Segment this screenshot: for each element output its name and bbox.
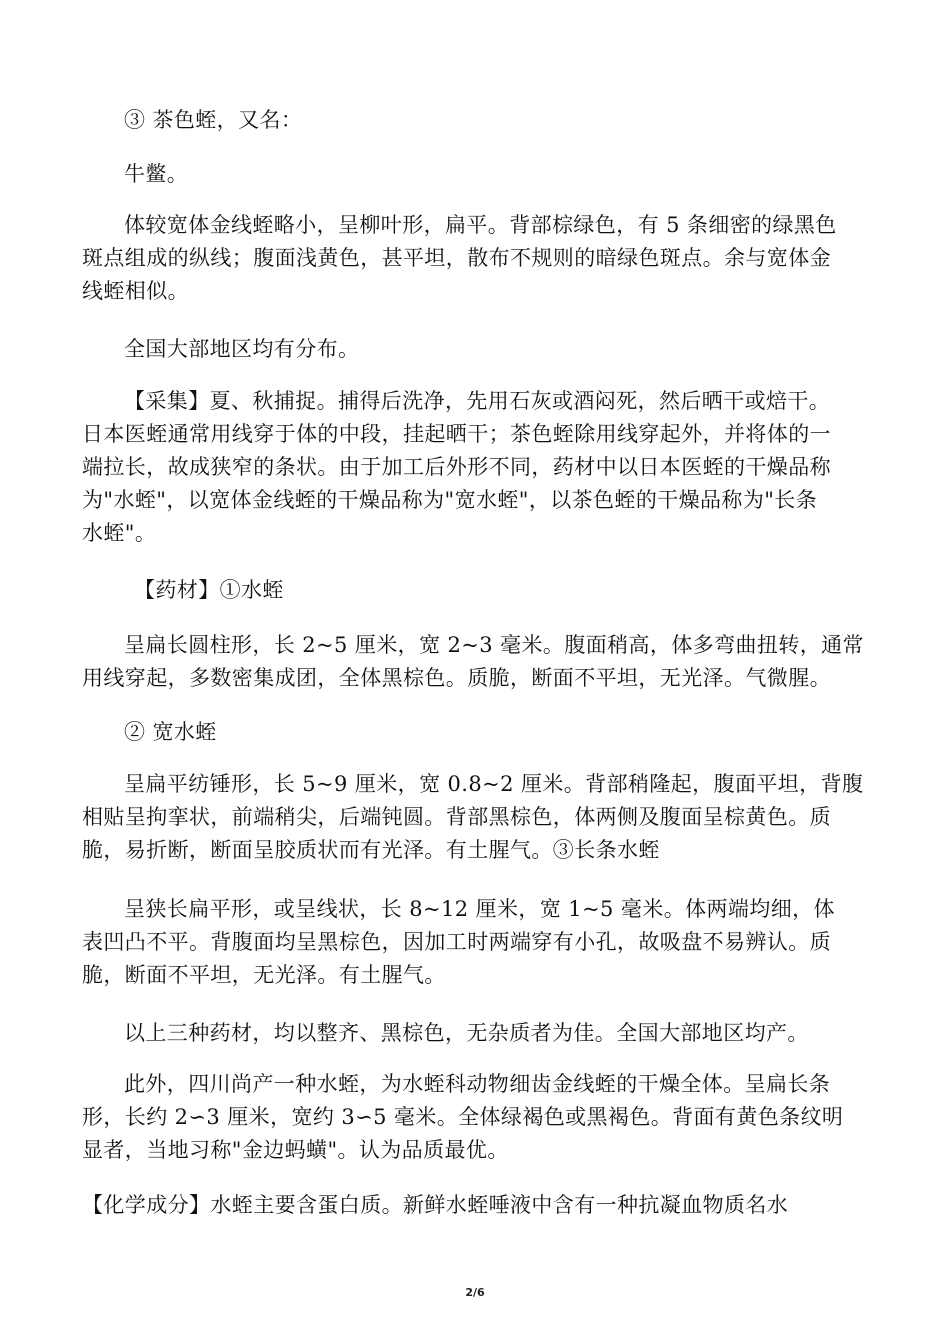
text-line: 相贴呈拘挛状，前端稍尖，后端钝圆。背部黑棕色，体两侧及腹面呈棕黄色。质: [82, 805, 831, 829]
paragraph-medicinal-material-heading: [82, 574, 872, 607]
text-line: 线蛭相似。: [82, 279, 189, 303]
text-line: 形，长约 2∽3 厘米，宽约 3∽5 毫米。全体绿褐色或黑褐色。背面有黄色条纹明: [82, 1105, 844, 1129]
text-line: ③ 茶色蛭，又名：: [124, 108, 303, 132]
paragraph-description: [82, 209, 872, 308]
text-line: 脆，断面不平坦，无光泽。有土腥气。: [82, 963, 446, 987]
text-line: 为"水蛭"，以宽体金线蛭的干燥品称为"宽水蛭"，以茶色蛭的干燥品称为"长条: [82, 488, 818, 512]
text-line: 牛鳖。: [124, 162, 189, 186]
text-line: 显者，当地习称"金边蚂蟥"。认为品质最优。: [82, 1138, 509, 1162]
text-line: 脆，易折断，断面呈胶质状而有光泽。有土腥气。③长条水蛭: [82, 838, 660, 862]
paragraph-quality: [82, 1017, 872, 1050]
paragraph-distribution: [82, 333, 872, 366]
text-line: 呈扁平纺锤形，长 5~9 厘米，宽 0.8~2 厘米。背部稍隆起，腹面平坦，背腹: [124, 772, 864, 796]
text-line: 全国大部地区均有分布。: [124, 337, 360, 361]
text-line: 呈扁长圆柱形，长 2~5 厘米，宽 2~3 毫米。腹面稍高，体多弯曲扭转，通常: [124, 633, 864, 657]
text-line: 【药材】①水蛭: [134, 578, 284, 602]
text-line: 【化学成分】水蛭主要含蛋白质。新鲜水蛭唾液中含有一种抗凝血物质名水: [82, 1193, 789, 1217]
text-line: 表凹凸不平。背腹面均呈黑棕色，因加工时两端穿有小孔，故吸盘不易辨认。质: [82, 930, 831, 954]
text-line: 此外，四川尚产一种水蛭，为水蛭科动物细齿金线蛭的干燥全体。呈扁长条: [124, 1072, 831, 1096]
text-line: ② 宽水蛭: [124, 720, 217, 744]
paragraph-changtiao-shuizhi: [82, 893, 872, 992]
text-line: 呈狭长扁平形，或呈线状，长 8~12 厘米，宽 1~5 毫米。体两端均细，体: [124, 897, 835, 921]
text-line: 【采集】夏、秋捕捉。捕得后洗净，先用石灰或酒闷死，然后晒干或焙干。: [124, 389, 831, 413]
text-line: 端拉长，故成狭窄的条状。由于加工后外形不同，药材中以日本医蛭的干燥品称: [82, 455, 831, 479]
paragraph-collection: [82, 385, 872, 550]
paragraph-kuan-shuizhi: [82, 768, 872, 867]
text-line: 日本医蛭通常用线穿于体的中段，挂起晒干；茶色蛭除用线穿起外，并将体的一: [82, 422, 831, 446]
paragraph-kuan-shuizhi-heading: [82, 716, 872, 749]
paragraph-chase-leech-name: [82, 104, 872, 137]
text-line: 体较宽体金线蛭略小，呈柳叶形，扁平。背部棕绿色，有 5 条细密的绿黑色: [124, 213, 837, 237]
text-line: 以上三种药材，均以整齐、黑棕色，无杂质者为佳。全国大部地区均产。: [124, 1021, 809, 1045]
text-line: 水蛭"。: [82, 521, 157, 545]
text-line: 用线穿起，多数密集成团，全体黑棕色。质脆，断面不平坦，无光泽。气微腥。: [82, 666, 831, 690]
page-number: 2/6: [465, 1286, 485, 1299]
paragraph-sichuan: [82, 1068, 872, 1167]
paragraph-shuizhi: [82, 629, 872, 695]
text-line: 斑点组成的纵线；腹面浅黄色，甚平坦，散布不规则的暗绿色斑点。余与宽体金: [82, 246, 831, 270]
paragraph-chemical-composition: [82, 1189, 872, 1222]
paragraph-alias: [82, 158, 872, 191]
